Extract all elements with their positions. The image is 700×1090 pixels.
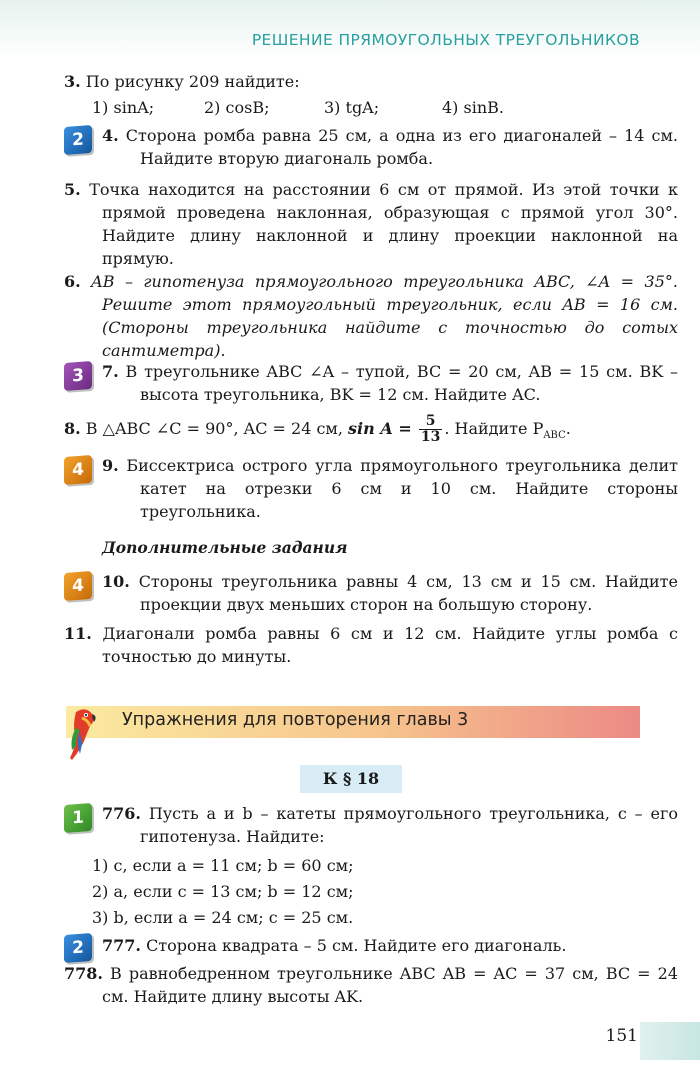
problem-number: 5. [64, 180, 81, 199]
list-item: 2) cosB; [204, 98, 270, 117]
problem-7 [102, 360, 678, 406]
problem-text: В △ABC ∠C = 90°, AC = 24 см, [85, 419, 343, 438]
list-item: 3) tgA; [324, 98, 380, 117]
problem-10 [102, 570, 678, 616]
difficulty-badge-4: 4 [64, 571, 92, 601]
fraction [419, 414, 442, 445]
problem-9 [102, 454, 678, 523]
problem-778 [64, 962, 678, 1008]
problem-text: Точка находится на расстоянии 6 см от прямой. Из этой точки к прямой проведена наклонная, образующая с прямой угол 30°. Найдите длину наклонной и длину проекции наклонной на прямую. [89, 180, 678, 268]
page-number: 151 [605, 1026, 638, 1046]
difficulty-badge-4: 4 [64, 455, 92, 485]
problem-number: 777. [102, 936, 141, 955]
section-title: Упражнения для повторения главы 3 [122, 710, 469, 730]
difficulty-badge-2: 2 [64, 125, 92, 155]
list-item: 3) b, если a = 24 см; c = 25 см. [92, 908, 354, 927]
problem-777 [102, 934, 640, 957]
problem-text: Стороны треугольника равны 4 см, 13 см и 15 см. Найдите проекции двух меньших сторон на большую сторону. [138, 572, 678, 614]
problem-text: Сторона квадрата – 5 см. Найдите его диагональ. [146, 936, 567, 955]
period: . [565, 419, 571, 438]
sine-label: sin A = [348, 419, 412, 438]
problem-5 [64, 178, 678, 270]
additional-tasks-heading: Дополнительные задания [102, 538, 348, 557]
problem-776 [102, 802, 678, 848]
problem-text: Сторона ромба равна 25 см, а одна из его диагоналей – 14 см. Найдите вторую диагональ ромба. [125, 126, 678, 168]
problem-number: 778. [64, 964, 103, 983]
list-item: 1) c, если a = 11 см; b = 60 см; [92, 856, 354, 875]
fraction-numerator: 5 [419, 414, 442, 430]
problem-number: 9. [102, 456, 119, 475]
page-number-strip [640, 1022, 700, 1060]
problem-6 [64, 270, 678, 362]
problem-11 [64, 622, 678, 668]
perimeter-subscript: ABC [543, 430, 566, 442]
problem-text-after: . Найдите P [444, 419, 544, 438]
problem-number: 3. [64, 72, 81, 91]
difficulty-badge-2: 2 [64, 933, 92, 963]
problem-text: В равнобедренном треугольнике ABC AB = AC = 37 см, BC = 24 см. Найдите длину высоты AK. [102, 964, 678, 1006]
problem-text: AB – гипотенуза прямоугольного треугольника ABC, ∠A = 35°. Решите этот прямоугольный треугольник, если AB = 16 см. (Стороны треугольника найдите с точностью до сотых сантиметра). [91, 272, 678, 360]
section-reference: К § 18 [300, 765, 402, 793]
list-item: 4) sinB. [442, 98, 504, 117]
problem-text: По рисунку 209 найдите: [85, 72, 300, 91]
problem-text: В треугольнике ABC ∠A – тупой, BC = 20 см, AB = 15 см. BK – высота треугольника, BK = 12 см. Найдите AC. [125, 362, 678, 404]
problem-3-items [92, 96, 592, 119]
problem-text: Диагонали ромба равны 6 см и 12 см. Найдите углы ромба с точностью до минуты. [102, 624, 679, 666]
list-item: 1) sinA; [92, 98, 155, 117]
problem-number: 11. [64, 624, 92, 643]
header-band [0, 0, 700, 58]
problem-text: Биссектриса острого угла прямоугольного треугольника делит катет на отрезки 6 см и 10 см. Найдите стороны треугольника. [126, 456, 679, 521]
problem-number: 7. [102, 362, 119, 381]
problem-number: 4. [102, 126, 119, 145]
difficulty-badge-1: 1 [64, 803, 92, 833]
problem-8 [64, 414, 640, 447]
problem-number: 6. [64, 272, 81, 291]
problem-text: Пусть a и b – катеты прямоугольного треугольника, c – его гипотенуза. Найдите: [140, 804, 678, 846]
parrot-icon [62, 706, 102, 764]
list-item: 2) a, если c = 13 см; b = 12 см; [92, 882, 354, 901]
problem-number: 10. [102, 572, 130, 591]
difficulty-badge-3: 3 [64, 361, 92, 391]
page-header-title: РЕШЕНИЕ ПРЯМОУГОЛЬНЫХ ТРЕУГОЛЬНИКОВ [251, 31, 640, 49]
fraction-denominator: 13 [420, 429, 441, 445]
problem-number: 8. [64, 419, 81, 438]
problem-3 [64, 70, 640, 93]
problem-4 [102, 124, 678, 170]
problem-number: 776. [102, 804, 141, 823]
